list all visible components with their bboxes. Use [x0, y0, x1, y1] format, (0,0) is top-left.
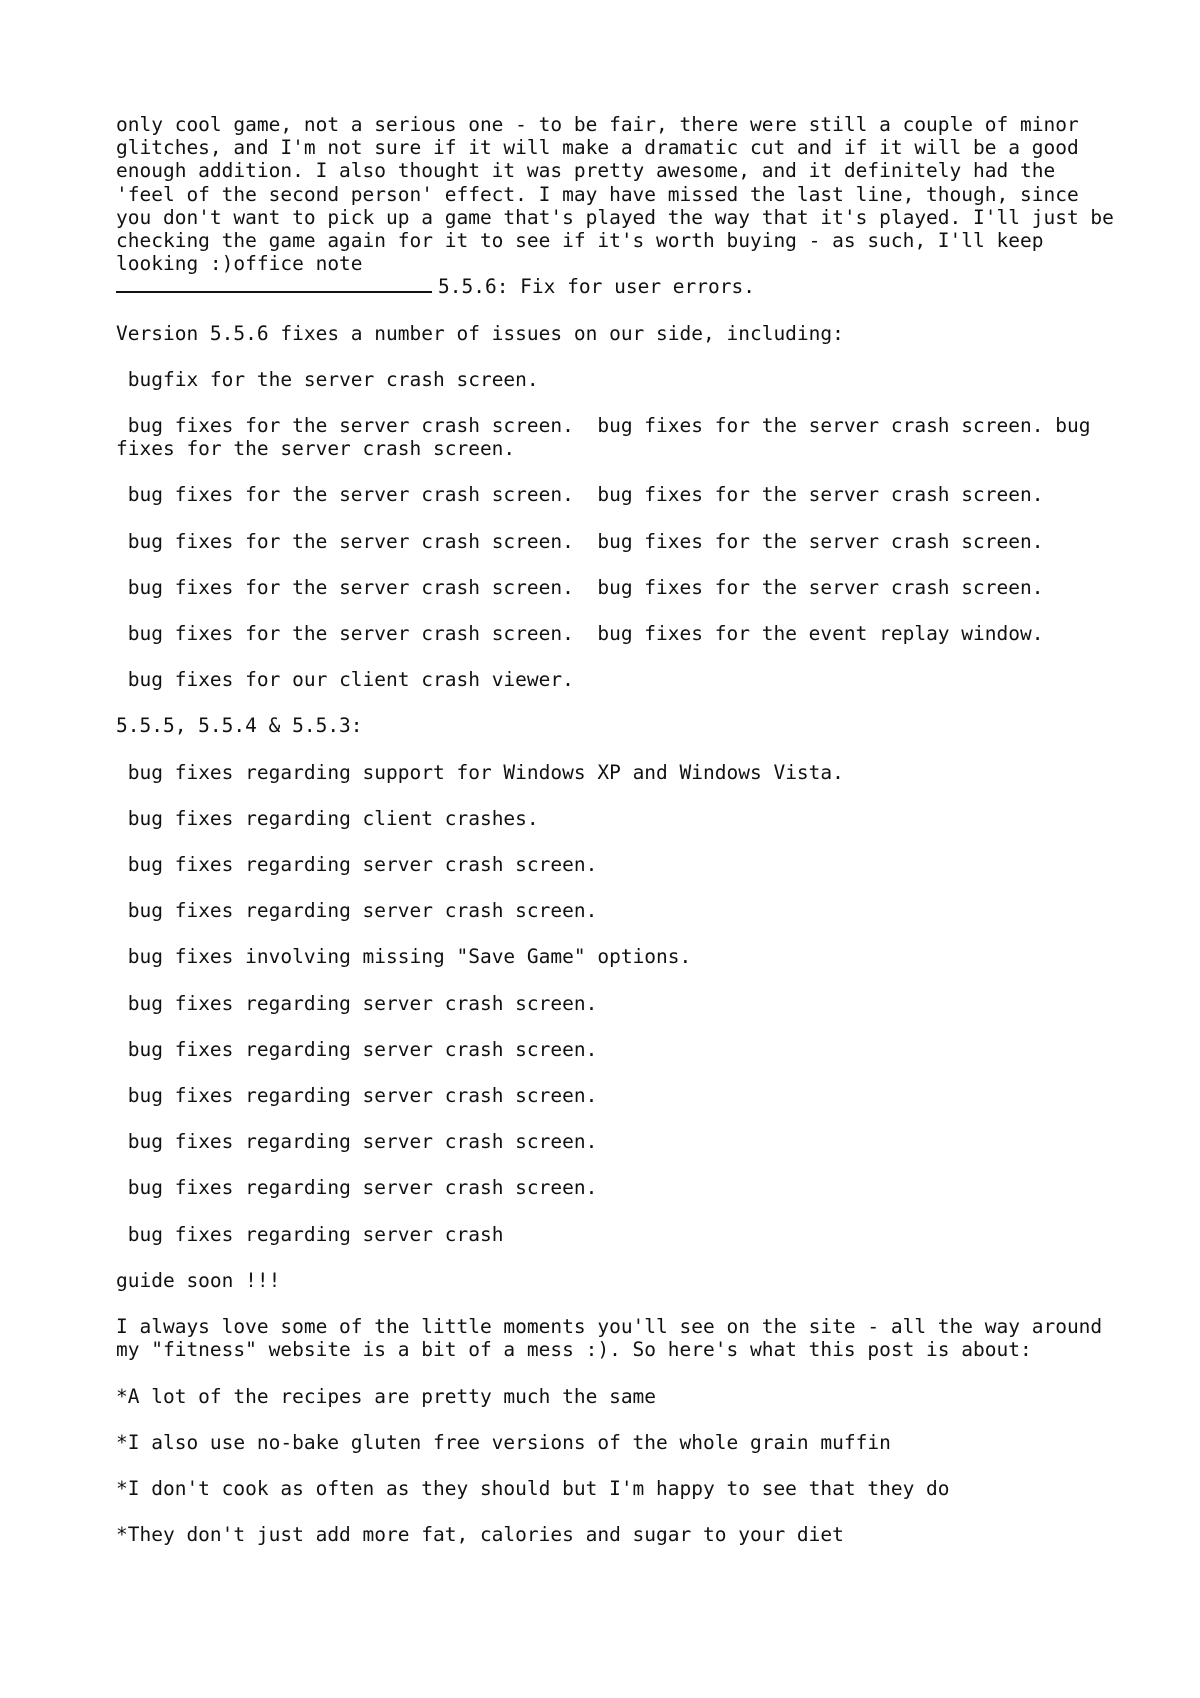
version-555-line: bug fixes regarding client crashes. — [116, 806, 539, 830]
version-555-heading: 5.5.5, 5.5.4 & 5.5.3: — [116, 714, 363, 738]
intro-text: only cool game, not a serious one - to be fair, there were still a couple of minor glitches, and I'm not sure if it will make a dramatic cut and if it will be a good enough addition. I also thought it was pretty awesome, and it definitely had the 'feel of the second person' effect. I may have missed the last line, though, since you don't want to pick up a game that's played the way that it's played. I'll just be checking the game again for it to see if it's worth buying - as such, I'll keep looking :)office note — [116, 113, 1126, 276]
version-556-line: bugfix for the server crash screen. — [116, 367, 539, 391]
version-556-heading: Version 5.5.6 fixes a number of issues on our side, including: — [116, 321, 844, 345]
bullet-line: *I don't cook as often as they should but I'm happy to see that they do — [116, 1476, 950, 1500]
version-555-line: bug fixes involving missing "Save Game" options. — [116, 945, 692, 969]
intro-paragraph — [116, 113, 1126, 299]
document-page — [116, 113, 1126, 1569]
version-556-line: bug fixes for our client crash viewer. — [116, 668, 574, 692]
version-555-line: bug fixes regarding server crash screen. — [116, 1037, 598, 1061]
version-555-line: bug fixes regarding server crash screen. — [116, 1084, 598, 1108]
guide-line: guide soon !!! — [116, 1268, 281, 1292]
version-555-line: bug fixes regarding server crash screen. — [116, 991, 598, 1015]
horizontal-rule — [116, 290, 432, 293]
love-paragraph: I always love some of the little moments you'll see on the site - all the way around my "fitness" website is a bit of a mess :). So here's what this post is about: — [116, 1315, 1114, 1362]
rule-caption: 5.5.6: Fix for user errors. — [438, 275, 755, 299]
version-556-line: bug fixes for the server crash screen. bug fixes for the server crash screen. — [116, 575, 1044, 599]
version-556-line: bug fixes for the server crash screen. bug fixes for the event replay window. — [116, 622, 1044, 646]
version-556-line: bug fixes for the server crash screen. bug fixes for the server crash screen. — [116, 483, 1044, 507]
version-556-line: bug fixes for the server crash screen. bug fixes for the server crash screen. bug fixes for the server crash screen. — [116, 414, 1103, 461]
version-555-line: bug fixes regarding support for Windows XP and Windows Vista. — [116, 760, 844, 784]
bullet-line: *They don't just add more fat, calories and sugar to your diet — [116, 1523, 844, 1547]
version-555-line: bug fixes regarding server crash screen. — [116, 899, 598, 923]
bullet-line: *I also use no-bake gluten free versions of the whole grain muffin — [116, 1430, 891, 1454]
version-555-line: bug fixes regarding server crash screen. — [116, 1130, 598, 1154]
version-555-line: bug fixes regarding server crash — [116, 1222, 504, 1246]
bullet-line: *A lot of the recipes are pretty much the same — [116, 1384, 657, 1408]
version-555-line: bug fixes regarding server crash screen. — [116, 1176, 598, 1200]
version-556-line: bug fixes for the server crash screen. bug fixes for the server crash screen. — [116, 529, 1044, 553]
version-555-line: bug fixes regarding server crash screen. — [116, 853, 598, 877]
